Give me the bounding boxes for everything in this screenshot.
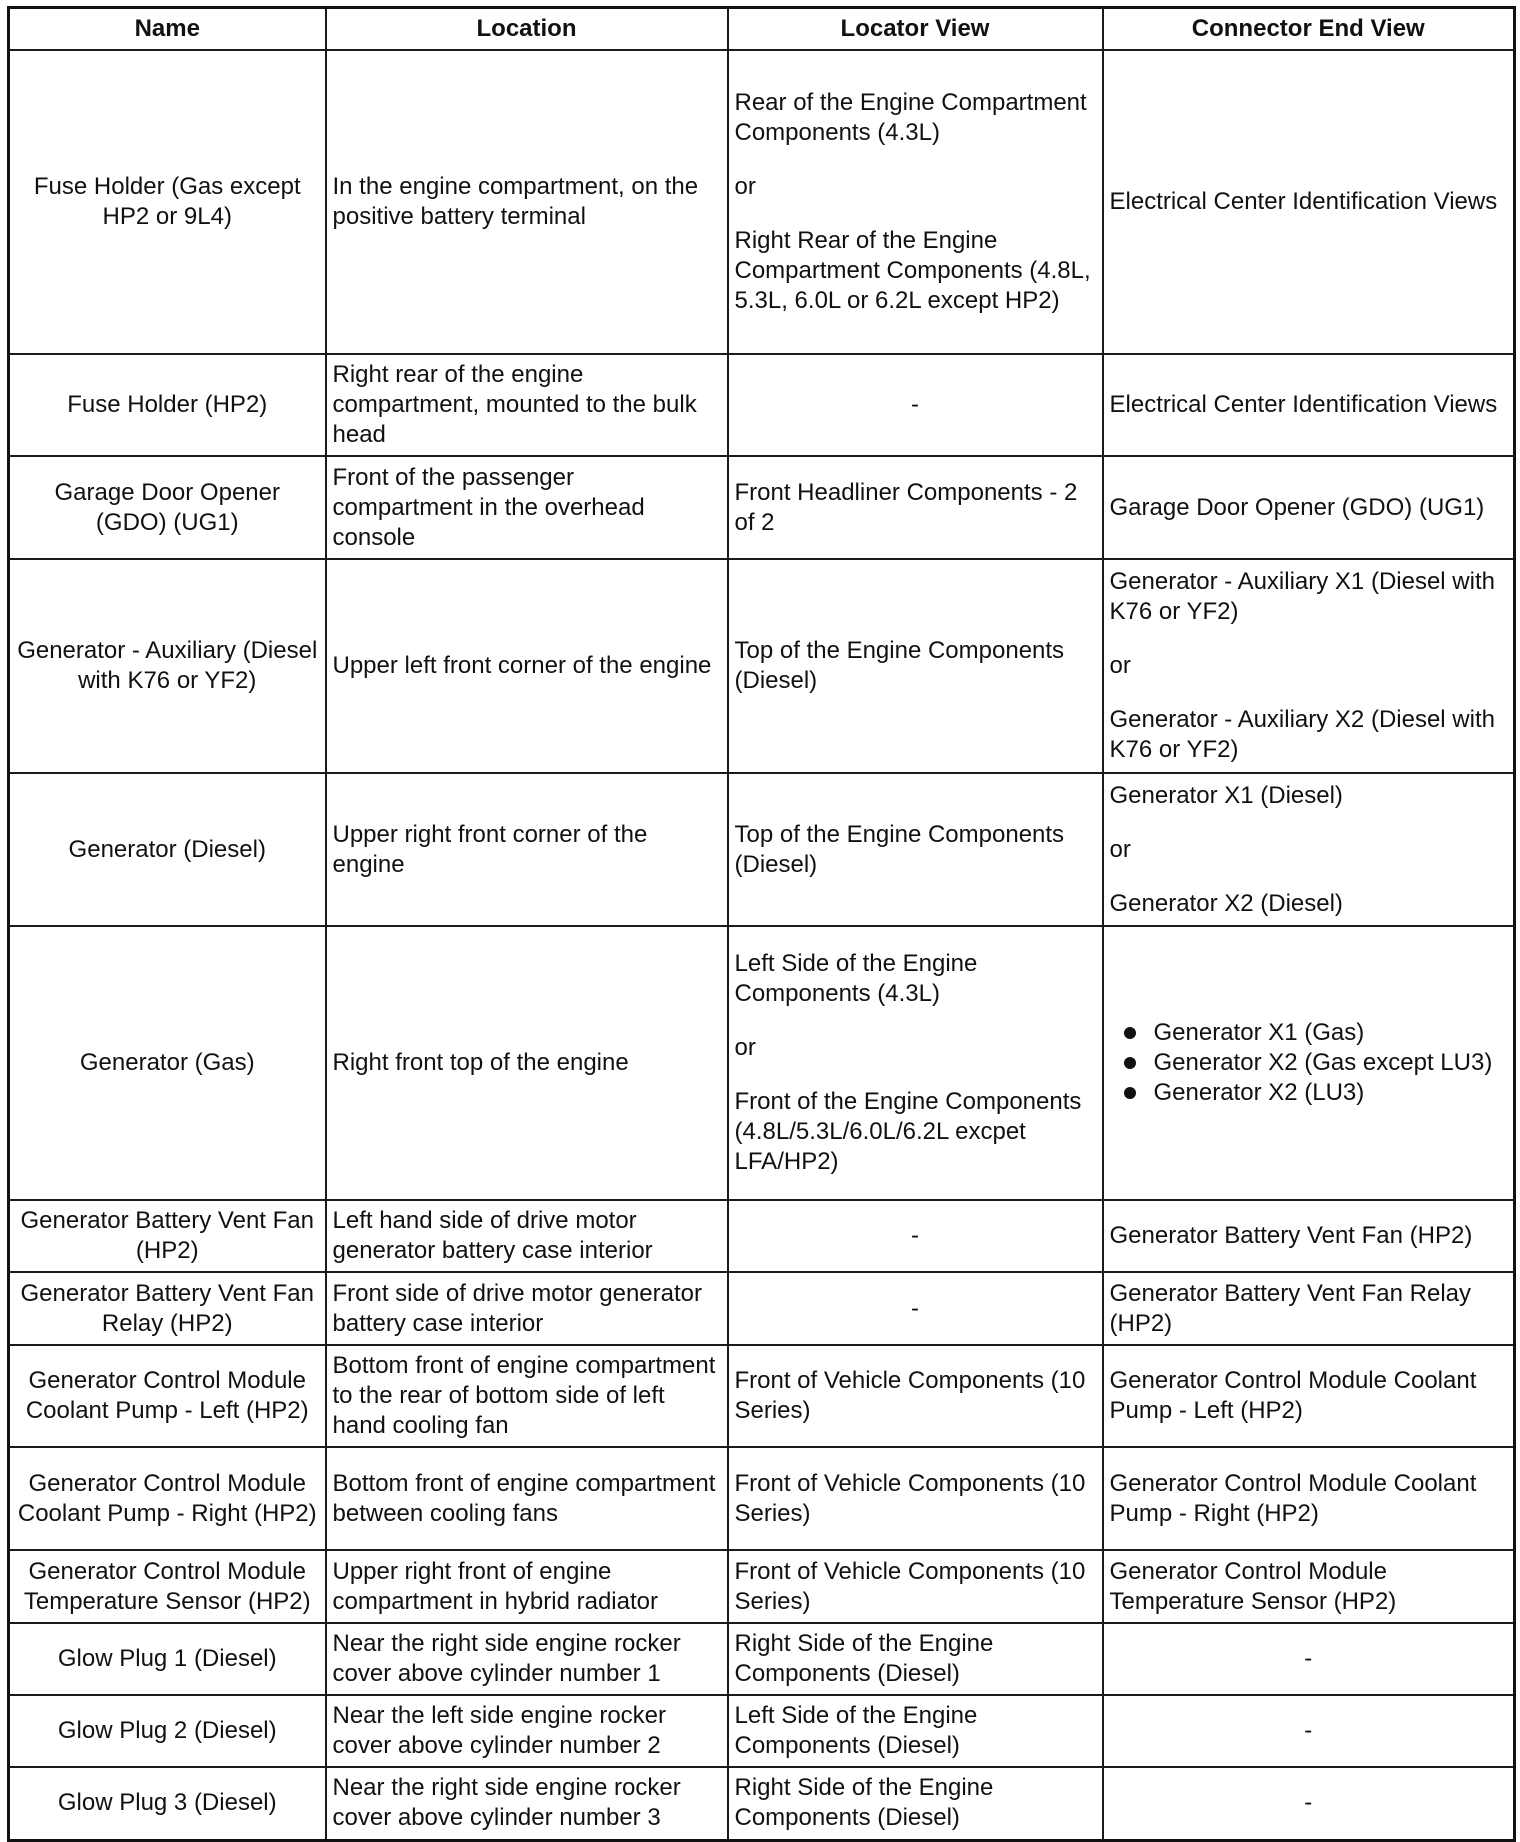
table-row [9, 1767, 1515, 1840]
cell-name: Generator Battery Vent Fan Relay (HP2) [9, 1272, 326, 1345]
cell-connector-end-view: Generator Control Module Temperature Sensor (HP2) [1103, 1550, 1515, 1623]
cell-connector-end-view: Generator Battery Vent Fan Relay (HP2) [1103, 1272, 1515, 1345]
cell-location: Bottom front of engine compartment to the rear of bottom side of left hand cooling fan [326, 1345, 728, 1447]
connector-view-option: Generator - Auxiliary X1 (Diesel with K76 or YF2) [1109, 568, 1495, 625]
connector-view-bullet-list [1110, 1018, 1508, 1108]
cell-name: Generator - Auxiliary (Diesel with K76 or YF2) [9, 559, 326, 773]
connector-view-or: or [1109, 835, 1131, 863]
cell-location: Upper right front of engine compartment in hybrid radiator [326, 1550, 728, 1623]
cell-locator-view: Left Side of the Engine Components (Diesel) [728, 1695, 1103, 1767]
locator-view-or: or [734, 1034, 756, 1061]
table-row [9, 773, 1515, 926]
cell-name: Generator (Gas) [9, 926, 326, 1200]
table-row [9, 559, 1515, 773]
cell-name: Generator Control Module Temperature Sensor (HP2) [9, 1550, 326, 1623]
cell-name: Generator Battery Vent Fan (HP2) [9, 1200, 326, 1272]
cell-locator-view: - [728, 354, 1103, 456]
table-row [9, 1550, 1515, 1623]
table-row [9, 1345, 1515, 1447]
cell-name: Glow Plug 3 (Diesel) [9, 1767, 326, 1840]
locator-view-or: or [734, 173, 756, 200]
cell-location: Left hand side of drive motor generator battery case interior [326, 1200, 728, 1272]
table-row [9, 1200, 1515, 1272]
cell-locator-view: Right Side of the Engine Components (Diesel) [728, 1623, 1103, 1695]
cell-locator-view: Front of Vehicle Components (10 Series) [728, 1345, 1103, 1447]
cell-connector-end-view: - [1103, 1623, 1515, 1695]
component-locator-sheet [7, 6, 1513, 1842]
cell-connector-end-view [1103, 773, 1515, 926]
cell-connector-end-view: Generator Control Module Coolant Pump - Left (HP2) [1103, 1345, 1515, 1447]
table-row [9, 1447, 1515, 1550]
header-locator-view: Locator View [728, 8, 1103, 51]
cell-location: Upper right front corner of the engine [326, 773, 728, 926]
cell-connector-end-view: Generator Control Module Coolant Pump - Right (HP2) [1103, 1447, 1515, 1550]
cell-location: Near the right side engine rocker cover above cylinder number 3 [326, 1767, 728, 1840]
component-locator-table [7, 6, 1516, 1842]
bullet-item: Generator X2 (Gas except LU3) [1154, 1048, 1508, 1078]
cell-locator-view [728, 50, 1103, 354]
table-row [9, 1623, 1515, 1695]
table-row [9, 456, 1515, 559]
cell-location: In the engine compartment, on the positive battery terminal [326, 50, 728, 354]
connector-view-option: Generator - Auxiliary X2 (Diesel with K76 or YF2) [1109, 706, 1495, 763]
cell-connector-end-view: Electrical Center Identification Views [1103, 354, 1515, 456]
cell-location: Bottom front of engine compartment between cooling fans [326, 1447, 728, 1550]
cell-name: Fuse Holder (Gas except HP2 or 9L4) [9, 50, 326, 354]
cell-connector-end-view: Garage Door Opener (GDO) (UG1) [1103, 456, 1515, 559]
cell-name: Garage Door Opener (GDO) (UG1) [9, 456, 326, 559]
header-connector-end-view: Connector End View [1103, 8, 1515, 51]
cell-locator-view: Front of Vehicle Components (10 Series) [728, 1447, 1103, 1550]
cell-location: Near the right side engine rocker cover above cylinder number 1 [326, 1623, 728, 1695]
cell-location: Upper left front corner of the engine [326, 559, 728, 773]
table-row [9, 1695, 1515, 1767]
cell-location: Right rear of the engine compartment, mounted to the bulk head [326, 354, 728, 456]
table-row [9, 926, 1515, 1200]
header-location: Location [326, 8, 728, 51]
table-row [9, 354, 1515, 456]
cell-name: Glow Plug 2 (Diesel) [9, 1695, 326, 1767]
bullet-item: Generator X2 (LU3) [1154, 1078, 1508, 1108]
cell-name: Generator Control Module Coolant Pump - Right (HP2) [9, 1447, 326, 1550]
cell-location: Near the left side engine rocker cover above cylinder number 2 [326, 1695, 728, 1767]
cell-location: Front side of drive motor generator battery case interior [326, 1272, 728, 1345]
cell-name: Fuse Holder (HP2) [9, 354, 326, 456]
locator-view-option: Left Side of the Engine Components (4.3L) [734, 950, 978, 1007]
locator-view-option: Front of the Engine Components (4.8L/5.3L/6.0L/6.2L excpet LFA/HP2) [734, 1088, 1082, 1175]
cell-locator-view: Top of the Engine Components (Diesel) [728, 773, 1103, 926]
cell-connector-end-view [1103, 559, 1515, 773]
cell-connector-end-view: - [1103, 1695, 1515, 1767]
table-row [9, 50, 1515, 354]
cell-locator-view: - [728, 1272, 1103, 1345]
cell-locator-view: Top of the Engine Components (Diesel) [728, 559, 1103, 773]
cell-connector-end-view [1103, 926, 1515, 1200]
locator-view-option: Rear of the Engine Compartment Components (4.3L) [734, 89, 1087, 146]
table-row [9, 1272, 1515, 1345]
cell-location: Front of the passenger compartment in the overhead console [326, 456, 728, 559]
header-name: Name [9, 8, 326, 51]
cell-connector-end-view: - [1103, 1767, 1515, 1840]
connector-view-or: or [1109, 652, 1131, 679]
cell-locator-view: Right Side of the Engine Components (Diesel) [728, 1767, 1103, 1840]
connector-view-option: Generator X2 (Diesel) [1109, 889, 1343, 917]
cell-locator-view: Front of Vehicle Components (10 Series) [728, 1550, 1103, 1623]
cell-name: Generator (Diesel) [9, 773, 326, 926]
cell-locator-view [728, 926, 1103, 1200]
header-row [9, 8, 1515, 51]
cell-name: Generator Control Module Coolant Pump - Left (HP2) [9, 1345, 326, 1447]
cell-locator-view: Front Headliner Components - 2 of 2 [728, 456, 1103, 559]
cell-connector-end-view: Electrical Center Identification Views [1103, 50, 1515, 354]
connector-view-option: Generator X1 (Diesel) [1109, 781, 1343, 809]
locator-view-option: Right Rear of the Engine Compartment Components (4.8L, 5.3L, 6.0L or 6.2L except HP2) [734, 227, 1091, 314]
cell-locator-view: - [728, 1200, 1103, 1272]
cell-name: Glow Plug 1 (Diesel) [9, 1623, 326, 1695]
cell-location: Right front top of the engine [326, 926, 728, 1200]
bullet-item: Generator X1 (Gas) [1154, 1018, 1508, 1048]
cell-connector-end-view: Generator Battery Vent Fan (HP2) [1103, 1200, 1515, 1272]
